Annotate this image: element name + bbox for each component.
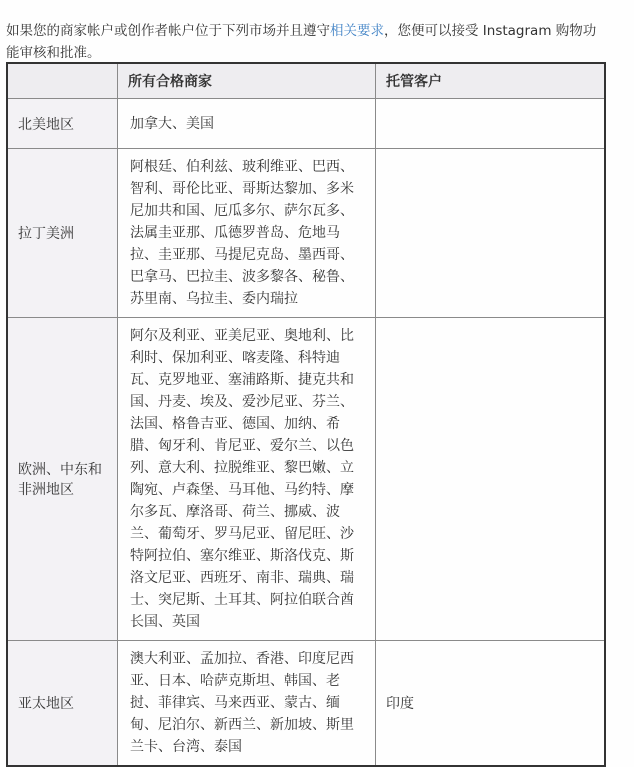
- intro-paragraph: [6, 20, 606, 64]
- header-hosted-clients: 托管客户: [376, 63, 606, 99]
- markets-table: [6, 62, 606, 767]
- merchants-cell: 澳大利亚、孟加拉、香港、印度尼西亚、日本、哈萨克斯坦、韩国、老挝、菲律宾、马来西亚、蒙古、缅甸、尼泊尔、新西兰、新加坡、斯里兰卡、台湾、泰国: [118, 641, 376, 767]
- table-row-latin-america: [7, 149, 605, 318]
- region-cell: 北美地区: [7, 99, 118, 149]
- header-all-merchants: 所有合格商家: [118, 63, 376, 99]
- hosted-cell: [376, 318, 606, 641]
- intro-text-after: ，您便可以接受 Instagram 购物功能审核和批准。: [6, 22, 597, 61]
- hosted-cell: [376, 99, 606, 149]
- table-row-emea: [7, 318, 605, 641]
- table-row-apac: [7, 641, 605, 767]
- hosted-cell: 印度: [376, 641, 606, 767]
- intro-text-before: 如果您的商家帐户或创作者帐户位于下列市场并且遵守: [6, 22, 330, 39]
- table-row-north-america: [7, 99, 605, 149]
- merchants-cell: 阿根廷、伯利兹、玻利维亚、巴西、智利、哥伦比亚、哥斯达黎加、多米尼加共和国、厄瓜多尔、萨尔瓦多、法属圭亚那、瓜德罗普岛、危地马拉、圭亚那、马提尼克岛、墨西哥、巴拿马、巴拉圭、波多黎各、秘鲁、苏里南、乌拉圭、委内瑞拉: [118, 149, 376, 318]
- requirements-link[interactable]: 相关要求: [330, 22, 384, 39]
- table-header-row: [7, 63, 605, 99]
- header-region: [7, 63, 118, 99]
- region-cell: 欧洲、中东和非洲地区: [7, 318, 118, 641]
- merchants-cell: 阿尔及利亚、亚美尼亚、奥地利、比利时、保加利亚、喀麦隆、科特迪瓦、克罗地亚、塞浦路斯、捷克共和国、丹麦、埃及、爱沙尼亚、芬兰、法国、格鲁吉亚、德国、加纳、希腊、匈牙利、肯尼亚、爱尔兰、以色列、意大利、拉脱维亚、黎巴嫩、立陶宛、卢森堡、马耳他、马约特、摩尔多瓦、摩洛哥、荷兰、挪威、波兰、葡萄牙、罗马尼亚、留尼旺、沙特阿拉伯、塞尔维亚、斯洛伐克、斯洛文尼亚、西班牙、南非、瑞典、瑞士、突尼斯、土耳其、阿拉伯联合酋长国、英国: [118, 318, 376, 641]
- region-cell: 拉丁美洲: [7, 149, 118, 318]
- merchants-cell: 加拿大、美国: [118, 99, 376, 149]
- region-cell: 亚太地区: [7, 641, 118, 767]
- hosted-cell: [376, 149, 606, 318]
